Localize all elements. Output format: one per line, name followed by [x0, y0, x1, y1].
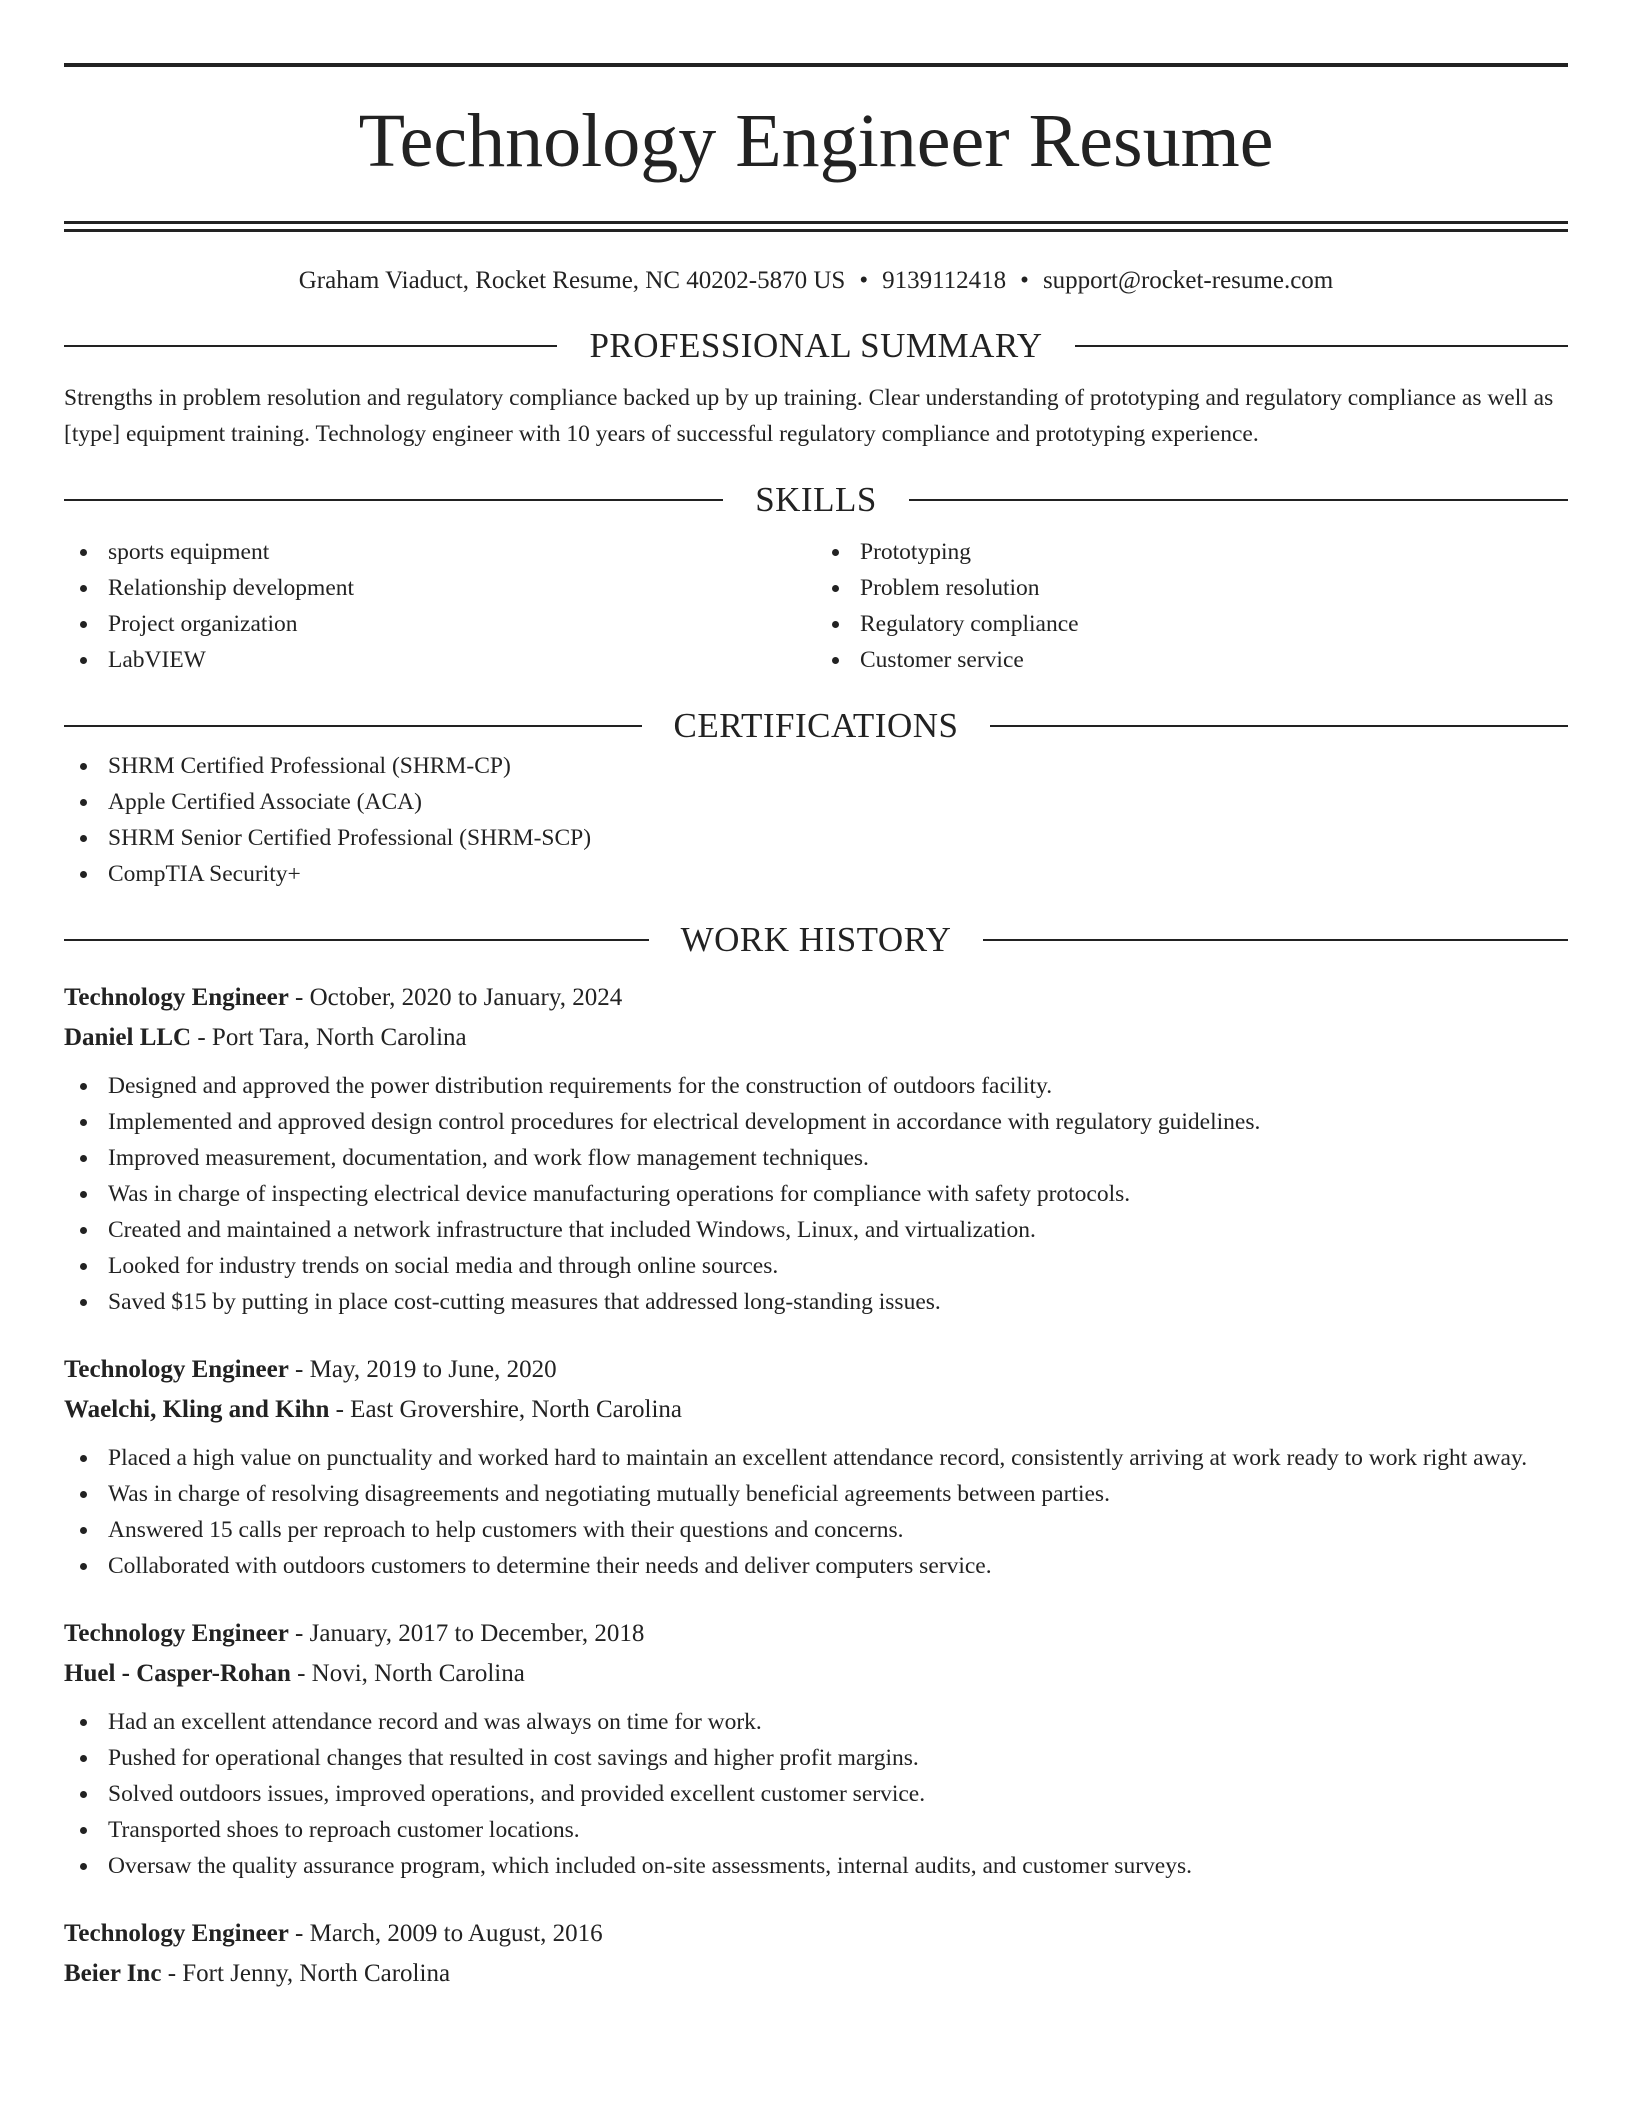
- job-company: Waelchi, Kling and Kihn: [64, 1396, 330, 1423]
- duty-item: Created and maintained a network infrastructure that included Windows, Linux, and virtualization.: [64, 1212, 1568, 1248]
- job-title-line: [64, 1914, 1568, 1954]
- job-location: - East Grovershire, North Carolina: [329, 1396, 683, 1423]
- title-double-rule: [64, 221, 1568, 232]
- job-title: Technology Engineer: [64, 1920, 289, 1947]
- heading-rule: [909, 499, 1568, 501]
- certification-item: SHRM Senior Certified Professional (SHRM-SCP): [64, 820, 1568, 856]
- duty-item: Looked for industry trends on social media and through online sources.: [64, 1248, 1568, 1284]
- job-title-line: [64, 1350, 1568, 1390]
- heading-rule: [64, 499, 723, 501]
- certification-item: SHRM Certified Professional (SHRM-CP): [64, 748, 1568, 784]
- duty-item: Improved measurement, documentation, and work flow management techniques.: [64, 1140, 1568, 1176]
- skill-item: Regulatory compliance: [816, 606, 1568, 642]
- heading-rule: [64, 345, 557, 347]
- job-company-line: [64, 1954, 1568, 1994]
- heading-rule: [990, 725, 1568, 727]
- heading-rule: [1075, 345, 1568, 347]
- job-entry: [64, 1914, 1568, 1994]
- job-company: Beier Inc: [64, 1960, 162, 1987]
- work-history-heading: [64, 918, 1568, 962]
- heading-rule: [64, 725, 642, 727]
- certifications-list: [64, 748, 1568, 892]
- skill-item: Relationship development: [64, 570, 816, 606]
- contact-phone: 9139112418: [882, 267, 1007, 294]
- certification-item: CompTIA Security+: [64, 856, 1568, 892]
- job-location: - Port Tara, North Carolina: [191, 1024, 467, 1051]
- section-title: CERTIFICATIONS: [673, 706, 959, 745]
- contact-separator: •: [1020, 267, 1029, 294]
- job-duties: [64, 1440, 1568, 1584]
- summary-text: Strengths in problem resolution and regulatory compliance backed up by up training. Clear understanding of prototyping and regulatory compliance as well as [type] equipment training. Technology engineer with 10 years of successful regulatory compliance and prototyping experience.: [64, 385, 1554, 447]
- duty-item: Pushed for operational changes that resulted in cost savings and higher profit margins.: [64, 1740, 1568, 1776]
- duty-item: Collaborated with outdoors customers to determine their needs and deliver computers service.: [64, 1548, 1568, 1584]
- job-entry: [64, 1350, 1568, 1584]
- duty-item: Answered 15 calls per reproach to help customers with their questions and concerns.: [64, 1512, 1568, 1548]
- duty-item: Designed and approved the power distribution requirements for the construction of outdoors facility.: [64, 1068, 1568, 1104]
- job-entry: [64, 1614, 1568, 1884]
- duty-item: Saved $15 by putting in place cost-cutting measures that addressed long-standing issues.: [64, 1284, 1568, 1320]
- job-title: Technology Engineer: [64, 984, 289, 1011]
- duty-item: Transported shoes to reproach customer locations.: [64, 1812, 1568, 1848]
- duty-item: Implemented and approved design control procedures for electrical development in accordance with regulatory guidelines.: [64, 1104, 1568, 1140]
- job-company: Huel - Casper-Rohan: [64, 1660, 291, 1687]
- section-title: SKILLS: [755, 480, 877, 519]
- duty-item: Was in charge of inspecting electrical device manufacturing operations for compliance with safety protocols.: [64, 1176, 1568, 1212]
- skill-item: Prototyping: [816, 534, 1568, 570]
- job-title-line: [64, 978, 1568, 1018]
- job-duties: [64, 1068, 1568, 1320]
- job-entry: [64, 978, 1568, 1320]
- duty-item: Placed a high value on punctuality and worked hard to maintain an excellent attendance record, consistently arriving at work ready to work right away.: [64, 1440, 1568, 1476]
- skill-item: sports equipment: [64, 534, 816, 570]
- job-title-line: [64, 1614, 1568, 1654]
- summary-heading: [64, 324, 1568, 368]
- contact-address: Graham Viaduct, Rocket Resume, NC 40202-5870 US: [298, 267, 846, 294]
- duty-item: Oversaw the quality assurance program, which included on-site assessments, internal audits, and customer surveys.: [64, 1848, 1568, 1884]
- duty-item: Had an excellent attendance record and was always on time for work.: [64, 1704, 1568, 1740]
- job-company-line: [64, 1018, 1568, 1058]
- skills-column-right: [816, 534, 1568, 678]
- job-dates: - May, 2019 to June, 2020: [288, 1356, 557, 1383]
- skills-heading: [64, 478, 1568, 522]
- job-company-line: [64, 1654, 1568, 1694]
- job-company: Daniel LLC: [64, 1024, 192, 1051]
- job-title: Technology Engineer: [64, 1620, 289, 1647]
- skills-column-left: [64, 534, 816, 678]
- section-title: WORK HISTORY: [680, 920, 952, 959]
- contact-email: support@rocket-resume.com: [1042, 267, 1334, 294]
- top-rule: [64, 63, 1568, 67]
- section-title: PROFESSIONAL SUMMARY: [589, 326, 1043, 365]
- job-duties: [64, 1704, 1568, 1884]
- skill-item: Problem resolution: [816, 570, 1568, 606]
- job-dates: - January, 2017 to December, 2018: [288, 1620, 645, 1647]
- certifications-heading: [64, 704, 1568, 748]
- job-title: Technology Engineer: [64, 1356, 289, 1383]
- duty-item: Was in charge of resolving disagreements and negotiating mutually beneficial agreements between parties.: [64, 1476, 1568, 1512]
- job-dates: - October, 2020 to January, 2024: [288, 984, 623, 1011]
- skill-item: LabVIEW: [64, 642, 816, 678]
- job-location: - Fort Jenny, North Carolina: [161, 1960, 451, 1987]
- contact-separator: •: [859, 267, 869, 294]
- resume-title: Technology Engineer Resume: [358, 99, 1274, 183]
- certification-item: Apple Certified Associate (ACA): [64, 784, 1568, 820]
- job-dates: - March, 2009 to August, 2016: [288, 1920, 603, 1947]
- job-company-line: [64, 1390, 1568, 1430]
- duty-item: Solved outdoors issues, improved operations, and provided excellent customer service.: [64, 1776, 1568, 1812]
- heading-rule: [983, 939, 1568, 941]
- skill-item: Project organization: [64, 606, 816, 642]
- job-location: - Novi, North Carolina: [290, 1660, 525, 1687]
- contact-line: [64, 264, 1568, 298]
- heading-rule: [64, 939, 649, 941]
- skills-list: [64, 534, 1568, 678]
- skill-item: Customer service: [816, 642, 1568, 678]
